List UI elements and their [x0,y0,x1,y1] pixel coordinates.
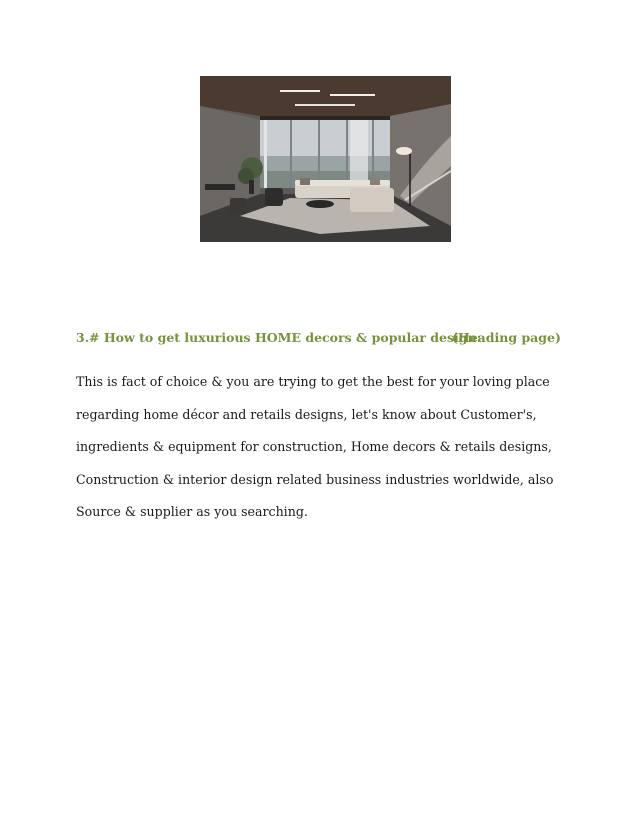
paragraph-line: Construction & interior design related business industries worldwide, also [76,471,554,487]
body-paragraph [76,372,566,535]
heading-note: (Heading page) [452,330,561,345]
heading-title: 3.# How to get luxurious HOME decors & popular design: [76,330,482,345]
living-room-illustration [200,76,451,242]
paragraph-line: Source & supplier as you searching. [76,504,308,519]
paragraph-line: This is fact of choice & you are trying to get the best for your loving place [76,374,550,389]
paragraph-line: regarding home décor and retails designs, let's know about Customer's, [76,406,537,422]
paragraph-line: ingredients & equipment for construction, Home decors & retails designs, [76,439,552,454]
section-heading [76,330,576,350]
living-room-photo [200,76,451,242]
